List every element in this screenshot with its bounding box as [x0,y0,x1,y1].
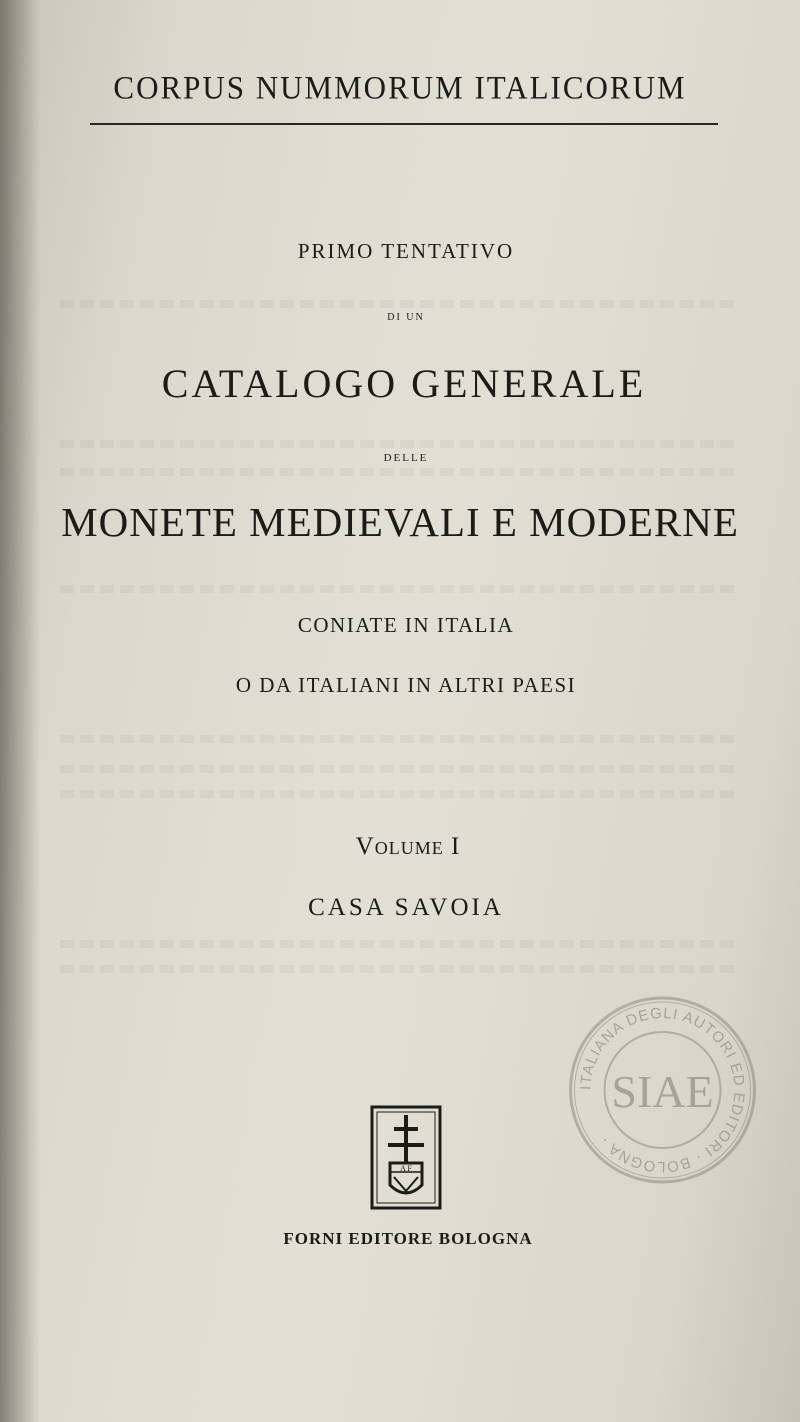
show-through-text [60,965,740,973]
description-line-2: O DA ITALIANI IN ALTRI PAESI [235,673,577,697]
show-through-text [60,300,740,308]
emblem-letters: A F [400,1164,412,1173]
publisher-name: FORNI EDITORE BOLOGNA [283,1229,533,1248]
show-through-text [60,735,740,743]
subtitle-line-1: PRIMO TENTATIVO [297,239,515,263]
description-line-1: CONIATE IN ITALIA [297,613,515,637]
show-through-text [60,940,740,948]
series-rule [90,123,718,125]
volume-title: CASA SAVOIA [308,894,504,921]
main-title-2: MONETE MEDIEVALI E MODERNE [61,499,739,545]
show-through-text [60,765,740,773]
series-title: CORPUS NUMMORUM ITALICORUM [113,69,687,106]
main-title: CATALOGO GENERALE [161,361,647,406]
subtitle-line-2: DI UN [387,312,425,323]
seal-ring-text: ITALIANA DEGLI AUTORI ED EDITORI · BOLOGNA · [577,1004,748,1176]
title-connector: DELLE [383,452,429,464]
show-through-text [60,440,740,448]
page-gutter-shadow [0,0,40,1422]
volume-heading [8,833,800,861]
show-through-text [60,468,740,476]
seal-center-text: SIAE [611,1066,714,1117]
show-through-text [60,790,740,798]
cross-and-shield-emblem-icon [370,1105,442,1210]
volume-number: I [450,833,461,860]
siae-seal-icon [565,995,760,1185]
show-through-text [60,585,740,593]
volume-label: Volume [355,833,444,860]
